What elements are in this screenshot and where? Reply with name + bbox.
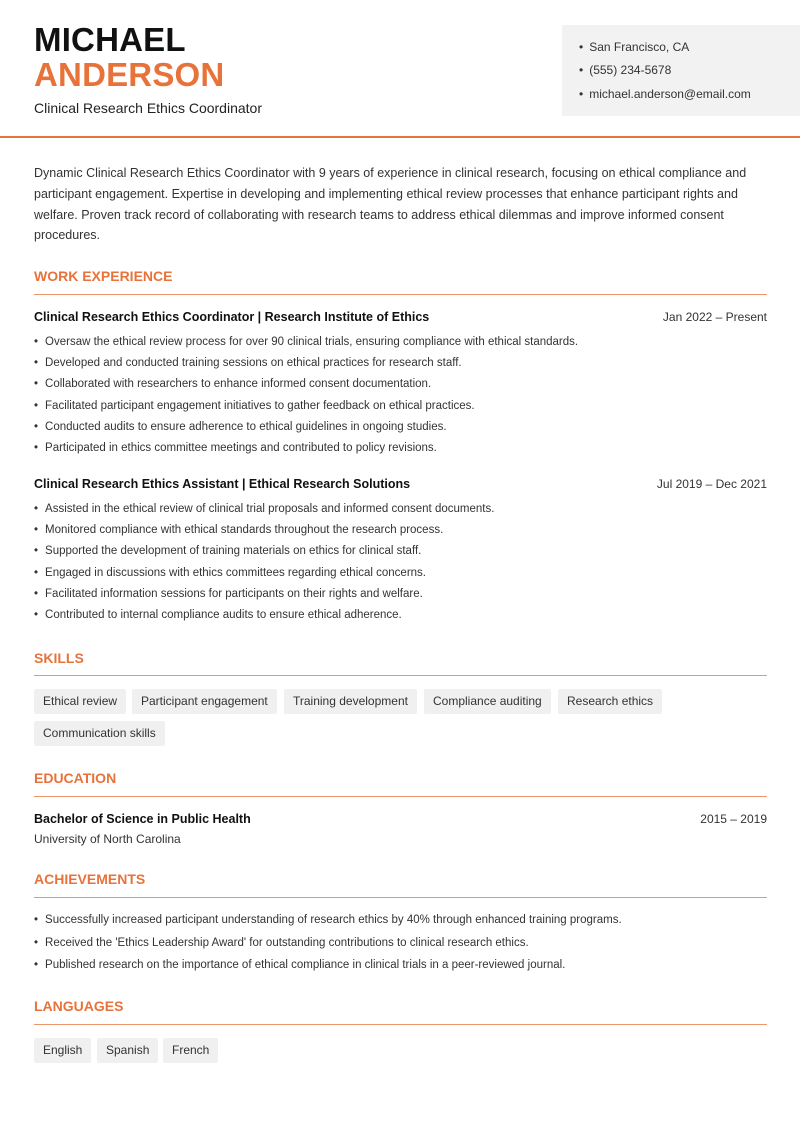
skill-tag: Training development [284, 689, 417, 714]
list-item: • Participated in ethics committee meetings and contributed to policy revisions. [34, 438, 774, 459]
list-item: • Oversaw the ethical review process for over 90 clinical trials, ensuring compliance with ethical standards. [34, 332, 774, 353]
job-header-2 [34, 477, 767, 491]
list-item: • Collaborated with researchers to enhance informed consent documentation. [34, 374, 774, 395]
language-tag: French [163, 1038, 218, 1063]
education-degree: Bachelor of Science in Public Health [34, 812, 251, 826]
last-name: ANDERSON [34, 56, 225, 93]
skill-tag: Participant engagement [132, 689, 277, 714]
section-title-work: WORK EXPERIENCE [34, 268, 173, 284]
list-item: • Monitored compliance with ethical standards throughout the research process. [34, 520, 774, 541]
section-divider [34, 1024, 767, 1025]
contact-email[interactable]: • michael.anderson@email.com [579, 87, 751, 101]
section-divider [34, 897, 767, 898]
list-item: • Facilitated information sessions for participants on their rights and welfare. [34, 584, 774, 605]
list-item: • Published research on the importance of ethical compliance in clinical trials in a peer-reviewed journal. [34, 954, 774, 977]
section-title-achievements: ACHIEVEMENTS [34, 871, 146, 887]
skill-tag: Compliance auditing [424, 689, 551, 714]
list-item: • Engaged in discussions with ethics committees regarding ethical concerns. [34, 563, 774, 584]
resume-header [0, 0, 800, 138]
job-2-title: Clinical Research Ethics Assistant | Ethical Research Solutions [34, 477, 411, 491]
list-item: • Successfully increased participant understanding of research ethics by 40% through enhanced training programs. [34, 909, 774, 932]
list-item: • Assisted in the ethical review of clinical trial proposals and informed consent documents. [34, 499, 774, 520]
list-item: • Conducted audits to ensure adherence to ethical guidelines in ongoing studies. [34, 417, 774, 438]
section-divider [34, 675, 767, 676]
achievements-list [34, 909, 774, 977]
education-school: University of North Carolina [34, 832, 181, 846]
education-dates: 2015 – 2019 [700, 812, 767, 826]
section-title-skills: SKILLS [34, 650, 84, 666]
section-title-languages: LANGUAGES [34, 998, 124, 1014]
job-1-title: Clinical Research Ethics Coordinator | Research Institute of Ethics [34, 310, 430, 324]
list-item: • Contributed to internal compliance audits to ensure ethical adherence. [34, 605, 774, 626]
list-item: • Facilitated participant engagement initiatives to gather feedback on ethical practices. [34, 396, 774, 417]
job-2-bullets [34, 499, 774, 626]
list-item: • Received the 'Ethics Leadership Award' for outstanding contributions to clinical research ethics. [34, 932, 774, 955]
summary-paragraph: Dynamic Clinical Research Ethics Coordinator with 9 years of experience in clinical research, focusing on ethical compliance and participant engagement. Expertise in developing and implementing ethical review processes that enhance participant rights and welfare. Proven track record of collaborating with research teams to address ethical dilemmas and improve informed consent procedures. [34, 166, 747, 243]
contact-location: • San Francisco, CA [579, 40, 689, 54]
section-title-education: EDUCATION [34, 770, 117, 786]
contact-phone: • (555) 234-5678 [579, 63, 671, 77]
first-name: MICHAEL [34, 21, 186, 58]
language-tag: English [34, 1038, 91, 1063]
list-item: • Supported the development of training materials on ethics for clinical staff. [34, 541, 774, 562]
skill-tag: Research ethics [558, 689, 662, 714]
section-divider [34, 294, 767, 295]
job-2-dates: Jul 2019 – Dec 2021 [656, 477, 767, 491]
job-header-1 [34, 310, 767, 324]
contact-box [562, 25, 800, 116]
language-tag: Spanish [97, 1038, 158, 1063]
job-title: Clinical Research Ethics Coordinator [34, 100, 262, 116]
job-1-bullets [34, 332, 774, 459]
skill-tag: Communication skills [34, 721, 165, 746]
section-divider [34, 796, 767, 797]
job-1-dates: Jan 2022 – Present [662, 310, 767, 324]
list-item: • Developed and conducted training sessions on ethical practices for research staff. [34, 353, 774, 374]
skill-tag: Ethical review [34, 689, 126, 714]
